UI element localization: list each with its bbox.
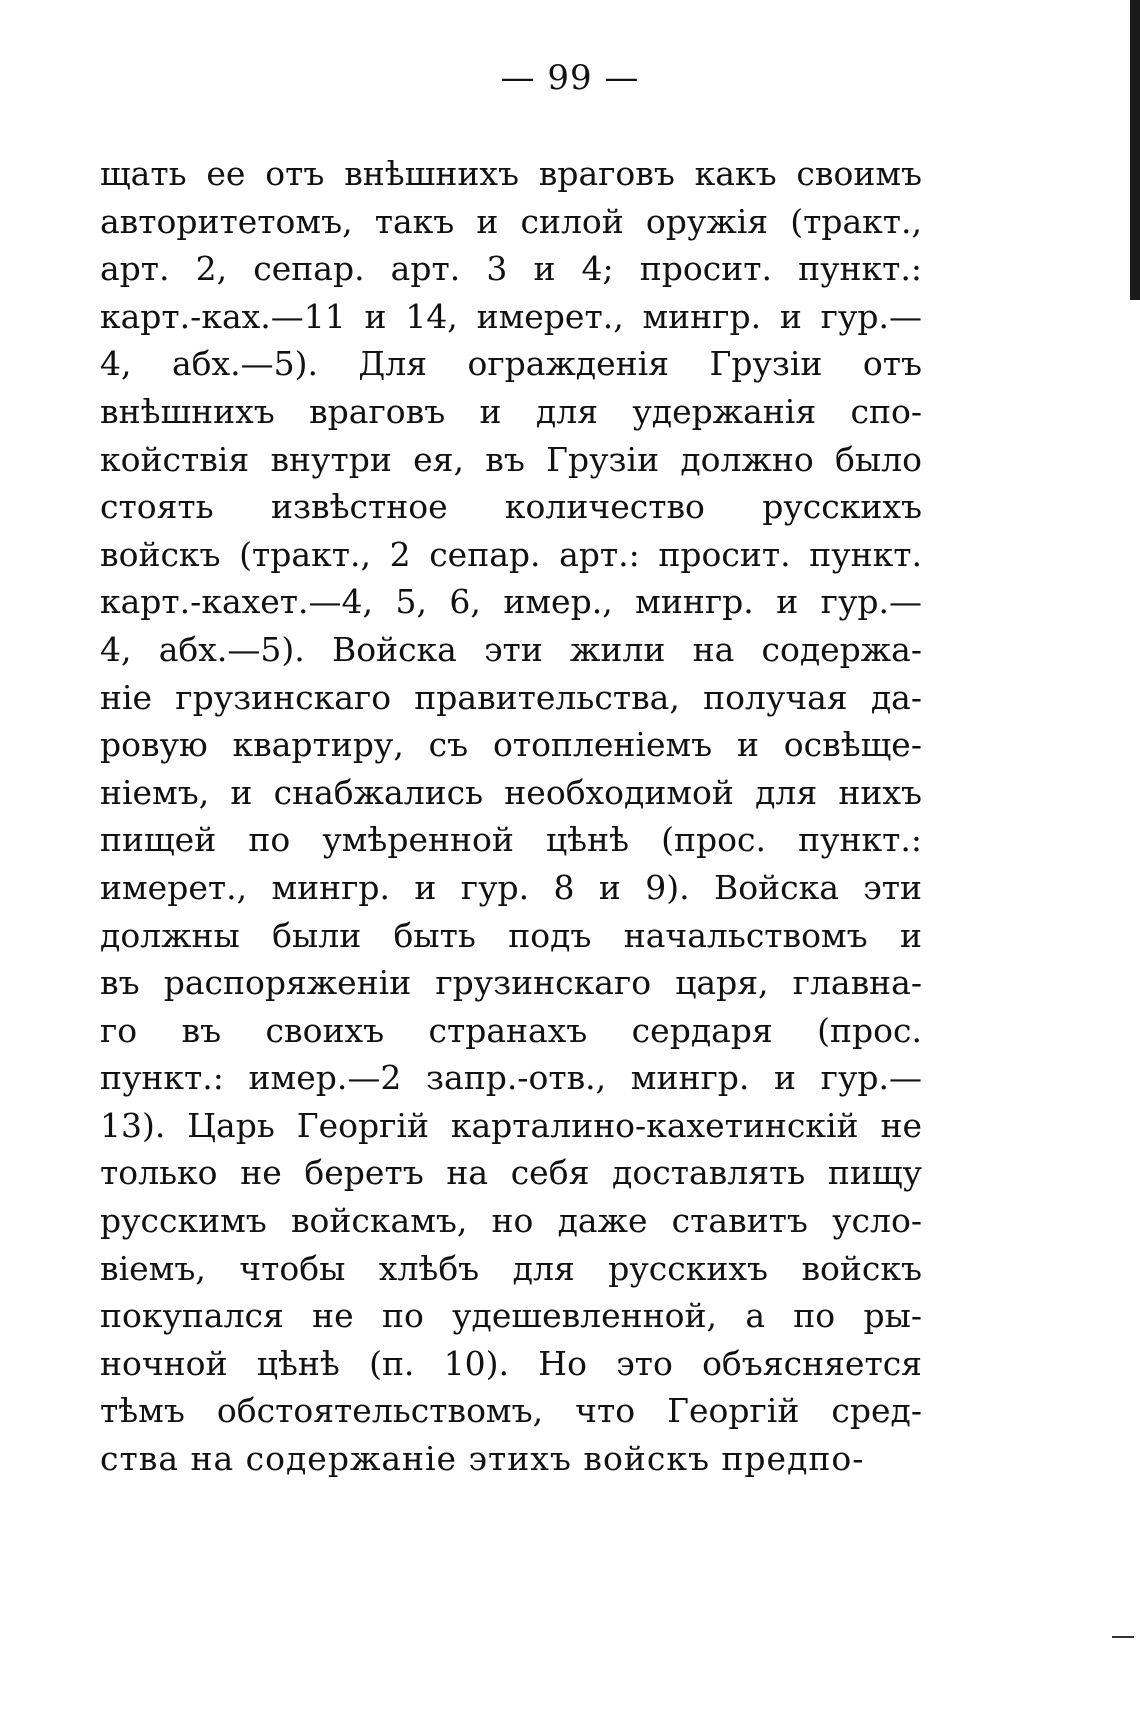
text-line: ніе грузинскаго правительства, получая да-: [100, 677, 922, 717]
text-line: 4, абх.—5). Войска эти жили на содержа-: [100, 629, 922, 669]
text-line: тѣмъ обстоятельствомъ, что Георгій сред-: [100, 1391, 922, 1431]
text-line: 4, абх.—5). Для огражденія Грузіи отъ: [100, 344, 922, 384]
margin-mark: [1112, 1636, 1134, 1638]
body-text: [100, 150, 922, 1483]
text-line: ніемъ, и снабжались необходимой для нихъ: [100, 772, 922, 812]
text-line: щать ее отъ внѣшнихъ враговъ какъ своимъ: [100, 154, 922, 193]
text-line: віемъ, чтобы хлѣбъ для русскихъ войскъ: [100, 1248, 922, 1288]
text-line: только не беретъ на себя доставлять пищу: [100, 1153, 922, 1193]
text-line: карт.-кахет.—4, 5, 6, имер., мингр. и гур.—: [100, 582, 922, 622]
text-line: авторитетомъ, такъ и силой оружія (тракт.,: [100, 201, 922, 241]
text-line: войскъ (тракт., 2 сепар. арт.: просит. пункт.: [100, 534, 922, 574]
text-line: внѣшнихъ враговъ и для удержанія спо-: [100, 391, 922, 431]
text-line: стоять извѣстное количество русскихъ: [100, 487, 922, 527]
text-line: 13). Царь Георгій карталино-кахетинскій не: [100, 1105, 922, 1145]
page-number: — 99 —: [500, 58, 640, 98]
text-line: ночной цѣнѣ (п. 10). Но это объясняется: [100, 1343, 922, 1383]
text-line: го въ своихъ странахъ сердаря (прос.: [100, 1010, 922, 1050]
text-line: карт.-ках.—11 и 14, имерет., мингр. и гур.—: [100, 296, 922, 336]
text-line: покупался не по удешевленной, а по ры-: [100, 1296, 922, 1336]
text-line: пункт.: имер.—2 запр.-отв., мингр. и гур.—: [100, 1058, 922, 1098]
text-line: пищей по умѣренной цѣнѣ (прос. пункт.:: [100, 820, 922, 860]
page-edge-shadow: [1130, 0, 1140, 300]
text-line: въ распоряженіи грузинскаго царя, главна-: [100, 963, 922, 1003]
text-line: арт. 2, сепар. арт. 3 и 4; просит. пункт.:: [100, 249, 922, 289]
text-line: имерет., мингр. и гур. 8 и 9). Войска эти: [100, 867, 922, 907]
text-line: койствія внутри ея, въ Грузіи должно было: [100, 439, 922, 479]
text-line-last: ства на содержаніе этихъ войскъ предпо-: [100, 1439, 865, 1479]
text-line: ровую квартиру, съ отопленіемъ и освѣще-: [100, 725, 922, 765]
text-line: русскимъ войскамъ, но даже ставитъ усло-: [100, 1201, 922, 1241]
text-line: должны были быть подъ начальствомъ и: [100, 915, 922, 955]
